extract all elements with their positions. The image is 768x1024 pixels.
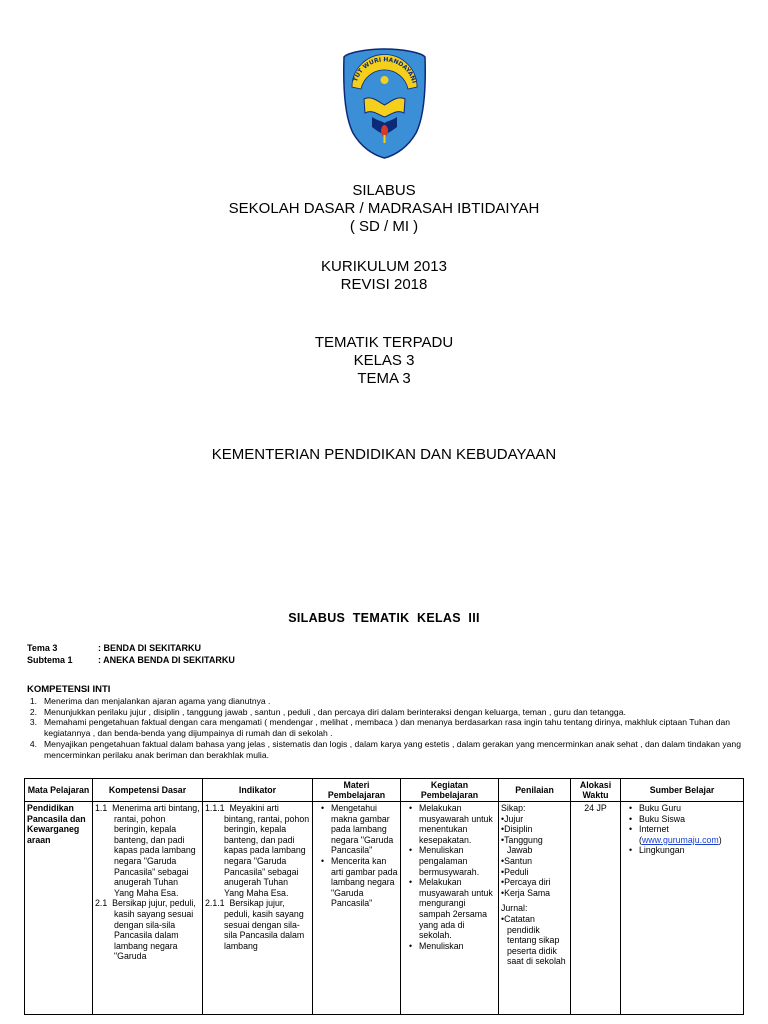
ki-title: KOMPETENSI INTI <box>27 684 111 695</box>
tema-value: : BENDA DI SEKITARKU <box>98 643 201 653</box>
sikap-item: • Peduli <box>501 867 568 878</box>
school-level: SEKOLAH DASAR / MADRASAH IBTIDAIYAH <box>228 200 540 217</box>
svg-text:TUT WURI HANDAYANI: TUT WURI HANDAYANI <box>351 56 418 85</box>
mapel-cell: Pendidikan Pancasila dan Kewarganeg araan <box>27 803 86 845</box>
subtema-value: : ANEKA BENDA DI SEKITARKU <box>98 655 235 665</box>
sikap-item: • Santun <box>501 856 568 867</box>
ki-list <box>27 696 745 760</box>
ki-item: 2. Menunjukkan perilaku jujur , disiplin , tanggung jawab , santun , peduli , dan percaya diri dalam berinteraksi dengan keluarga, teman , guru dan tetangga. <box>29 706 626 717</box>
tema-label: Tema 3 <box>27 643 58 653</box>
kd-item: 1.1 Menerima arti bintang, rantai, pohon beringin, kepala banteng, dan padi kapas pada lambang negara "Garuda Pancasila" sebagai anugerah Tuhan Yang Maha Esa. <box>95 803 200 898</box>
revision: REVISI 2018 <box>340 276 428 293</box>
ki-item: 3. Memahami pengetahuan faktual dengan cara mengamati ( mendengar , melihat , membaca ) dan menanya berdasarkan rasa ingin tahu tentang dirinya, makhluk ciptaan Tuhan dan kegiatannya , dan benda-benda yang dijumpainya di rumah dan di sekolah . <box>29 717 731 739</box>
ki-item: 1. Menerima dan menjalankan ajaran agama yang dianutnya . <box>29 696 271 706</box>
class-level: KELAS 3 <box>353 352 415 369</box>
kegiatan-cell <box>403 803 496 1013</box>
kegiatan-item: • Menuliskan pengalaman bermusywarah. <box>403 845 496 877</box>
header-materi: Materi Pembelajaran <box>313 779 401 802</box>
theme-number: TEMA 3 <box>357 370 411 387</box>
curriculum: KURIKULUM 2013 <box>321 258 447 275</box>
penilaian-cell <box>501 803 568 1013</box>
ki-item: 4. Menyajikan pengetahuan faktual dalam bahasa yang jelas , sistematis dan logis , dalam karya yang estetis , dalam gerakan yang mencerminkan anak sehat , dan dalam tindakan yang mencerminkan perilaku anak beriman dan berakhlak mulia. <box>29 738 741 760</box>
title-block-class <box>0 334 768 388</box>
sikap-item: • Disiplin <box>501 824 568 835</box>
kegiatan-item: • Melakukan musyawarah untuk menentukan kesepakatan. <box>403 803 496 845</box>
sumber-item: • Lingkungan <box>623 845 741 856</box>
school-abbr: ( SD / MI ) <box>349 218 419 235</box>
sikap-label: Sikap: <box>501 803 526 813</box>
title-block-main <box>0 182 768 236</box>
tut-wuri-handayani-logo <box>342 47 427 159</box>
table-row <box>25 802 744 1015</box>
sikap-item: • Percaya diri <box>501 877 568 888</box>
kegiatan-item: • Melakukan musyawarah untuk mengurangi sampah 2ersama yang ada di sekolah. <box>403 877 496 941</box>
kegiatan-item: • Menuliskan <box>403 941 496 952</box>
header-sumber: Sumber Belajar <box>621 779 744 802</box>
materi-item: • Mencerita kan arti gambar pada lambang negara "Garuda Pancasila" <box>315 856 398 909</box>
header-indikator: Indikator <box>203 779 313 802</box>
alokasi-cell: 24 JP <box>584 803 607 813</box>
table-header-row <box>25 779 744 802</box>
header-kd: Kompetensi Dasar <box>93 779 203 802</box>
materi-cell <box>315 803 398 1013</box>
jurnal-label: Jurnal: <box>501 903 528 914</box>
sumber-item: • Internet (www.gurumaju.com) <box>623 824 741 845</box>
subtema-label: Subtema 1 <box>27 655 73 665</box>
sikap-item: • Kerja Sama <box>501 888 568 899</box>
thematic: TEMATIK TERPADU <box>314 334 454 351</box>
doc-title: SILABUS <box>352 182 416 199</box>
header-mapel: Mata Pelajaran <box>25 779 93 802</box>
syllabus-table <box>24 778 744 1015</box>
indikator-item: 1.1.1 Meyakini arti bintang, rantai, pohon beringin, kepala banteng, dan padi kapas pada lambang negara "Garuda Pancasila" sebagai anugerah Tuhan Yang Maha Esa. <box>205 803 310 898</box>
tema-row <box>27 642 201 654</box>
sumber-item: • Buku Guru <box>623 803 741 814</box>
sumber-item: • Buku Siswa <box>623 814 741 825</box>
subtema-row <box>27 654 235 666</box>
indikator-cell <box>205 803 310 1013</box>
header-alokasi: Alokasi Waktu <box>571 779 621 802</box>
header-penilaian: Penilaian <box>499 779 571 802</box>
sikap-item: • Tanggung Jawab <box>501 835 568 856</box>
header-kegiatan: Kegiatan Pembelajaran <box>401 779 499 802</box>
section-title: SILABUS TEMATIK KELAS III <box>288 611 480 625</box>
kd-item: 2.1 Bersikap jujur, peduli, kasih sayang sesuai dengan sila-sila Pancasila dalam lambang negara "Garuda <box>95 898 196 962</box>
sumber-cell <box>623 803 741 1013</box>
materi-item: • Mengetahui makna gambar pada lambang negara "Garuda Pancasila" <box>315 803 398 856</box>
kd-cell <box>95 803 200 1013</box>
sikap-item: • Jujur <box>501 814 568 825</box>
jurnal-item: • Catatan pendidik tentang sikap peserta didik saat di sekolah <box>501 914 568 967</box>
title-block-curriculum <box>0 258 768 294</box>
indikator-item: 2.1.1 Bersikap jujur, peduli, kasih sayang sesuai dengan sila-sila Pancasila dalam lambang <box>205 898 305 951</box>
ministry: KEMENTERIAN PENDIDIKAN DAN KEBUDAYAAN <box>211 446 557 463</box>
source-link[interactable]: www.gurumaju.com <box>641 834 719 845</box>
